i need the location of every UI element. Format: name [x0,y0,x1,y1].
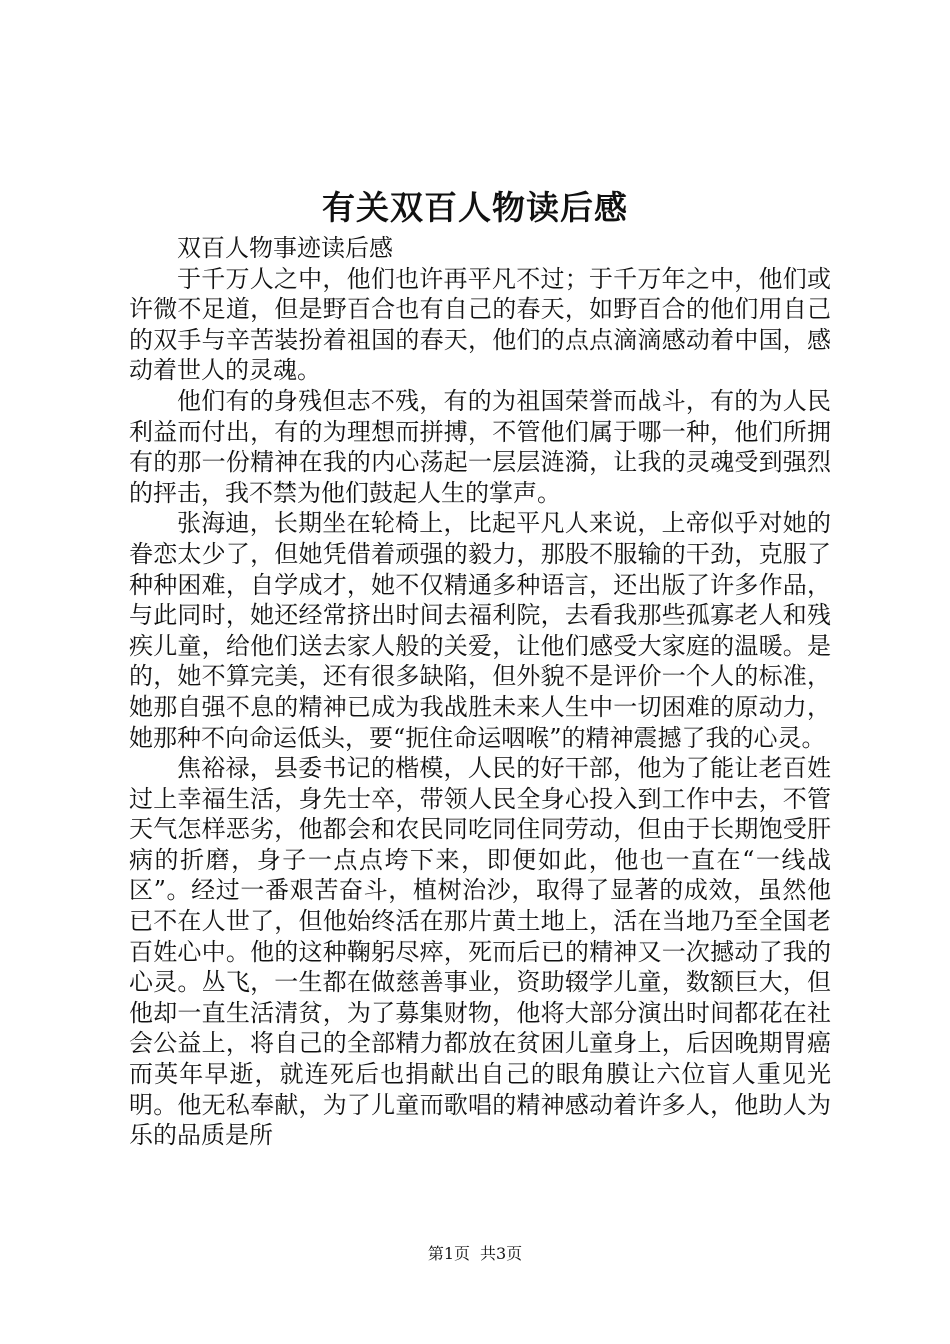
page-total: 共3页 [480,1244,523,1263]
document-title: 有关双百人物读后感 [322,188,628,227]
paragraph-3: 张海迪，长期坐在轮椅上，比起平凡人来说，上帝似乎对她的眷恋太少了，但她凭借着顽强的毅力，那股不服输的干劲，克服了种种困难，自学成才，她不仅精通多种语言，还出版了许多作品，与此同时，她还经常挤出时间去福利院，去看我那些孤寡老人和残疾儿童，给他们送去家人般的关爱，让他们感受大家庭的温暖。是的，她不算完美，还有很多缺陷，但外貌不是评价一个人的标准，她那自强不息的精神已成为我战胜未来人生中一切困难的原动力，她那种不向命运低头，要“扼住命运咽喉”的精神震撼了我的心灵。 [129,509,831,752]
page-number: 第1页 [427,1244,470,1263]
paragraph-4: 焦裕禄，县委书记的楷模，人民的好干部，他为了能让老百姓过上幸福生活，身先士卒，带领人民全身心投入到工作中去，不管天气怎样恶劣，他都会和农民同吃同住同劳动，但由于长期饱受肝病的折磨，身子一点点垮下来，即便如此，他也一直在“一线战区”。经过一番艰苦奋斗，植树治沙，取得了显著的成效，虽然他已不在人世了，但他始终活在那片黄土地上，活在当地乃至全国老百姓心中。他的这种鞠躬尽瘁，死而后已的精神又一次撼动了我的心灵。丛飞，一生都在做慈善事业，资助辍学儿童，数额巨大，但他却一直生活清贫，为了募集财物，他将大部分演出时间都花在社会公益上，将自己的全部精力都放在贫困儿童身上，后因晚期胃癌而英年早逝，就连死后也捐献出自己的眼角膜让六位盲人重见光明。他无私奉献，为了儿童而歌唱的精神感动着许多人，他助人为乐的品质是所 [129,754,831,1150]
document-body [129,233,831,1151]
paragraph-2: 他们有的身残但志不残，有的为祖国荣誉而战斗，有的为人民利益而付出，有的为理想而拼搏，不管他们属于哪一种，他们所拥有的那一份精神在我的内心荡起一层层涟漪，让我的灵魂受到强烈的抨击，我不禁为他们鼓起人生的掌声。 [129,386,831,507]
paragraph-1: 于千万人之中，他们也许再平凡不过；于千万年之中，他们或许微不足道，但是野百合也有自己的春天，如野百合的他们用自己的双手与辛苦装扮着祖国的春天，他们的点点滴滴感动着中国，感动着世人的灵魂。 [129,264,831,385]
document-subtitle: 双百人物事迹读后感 [177,234,393,262]
page-footer [0,1244,950,1264]
